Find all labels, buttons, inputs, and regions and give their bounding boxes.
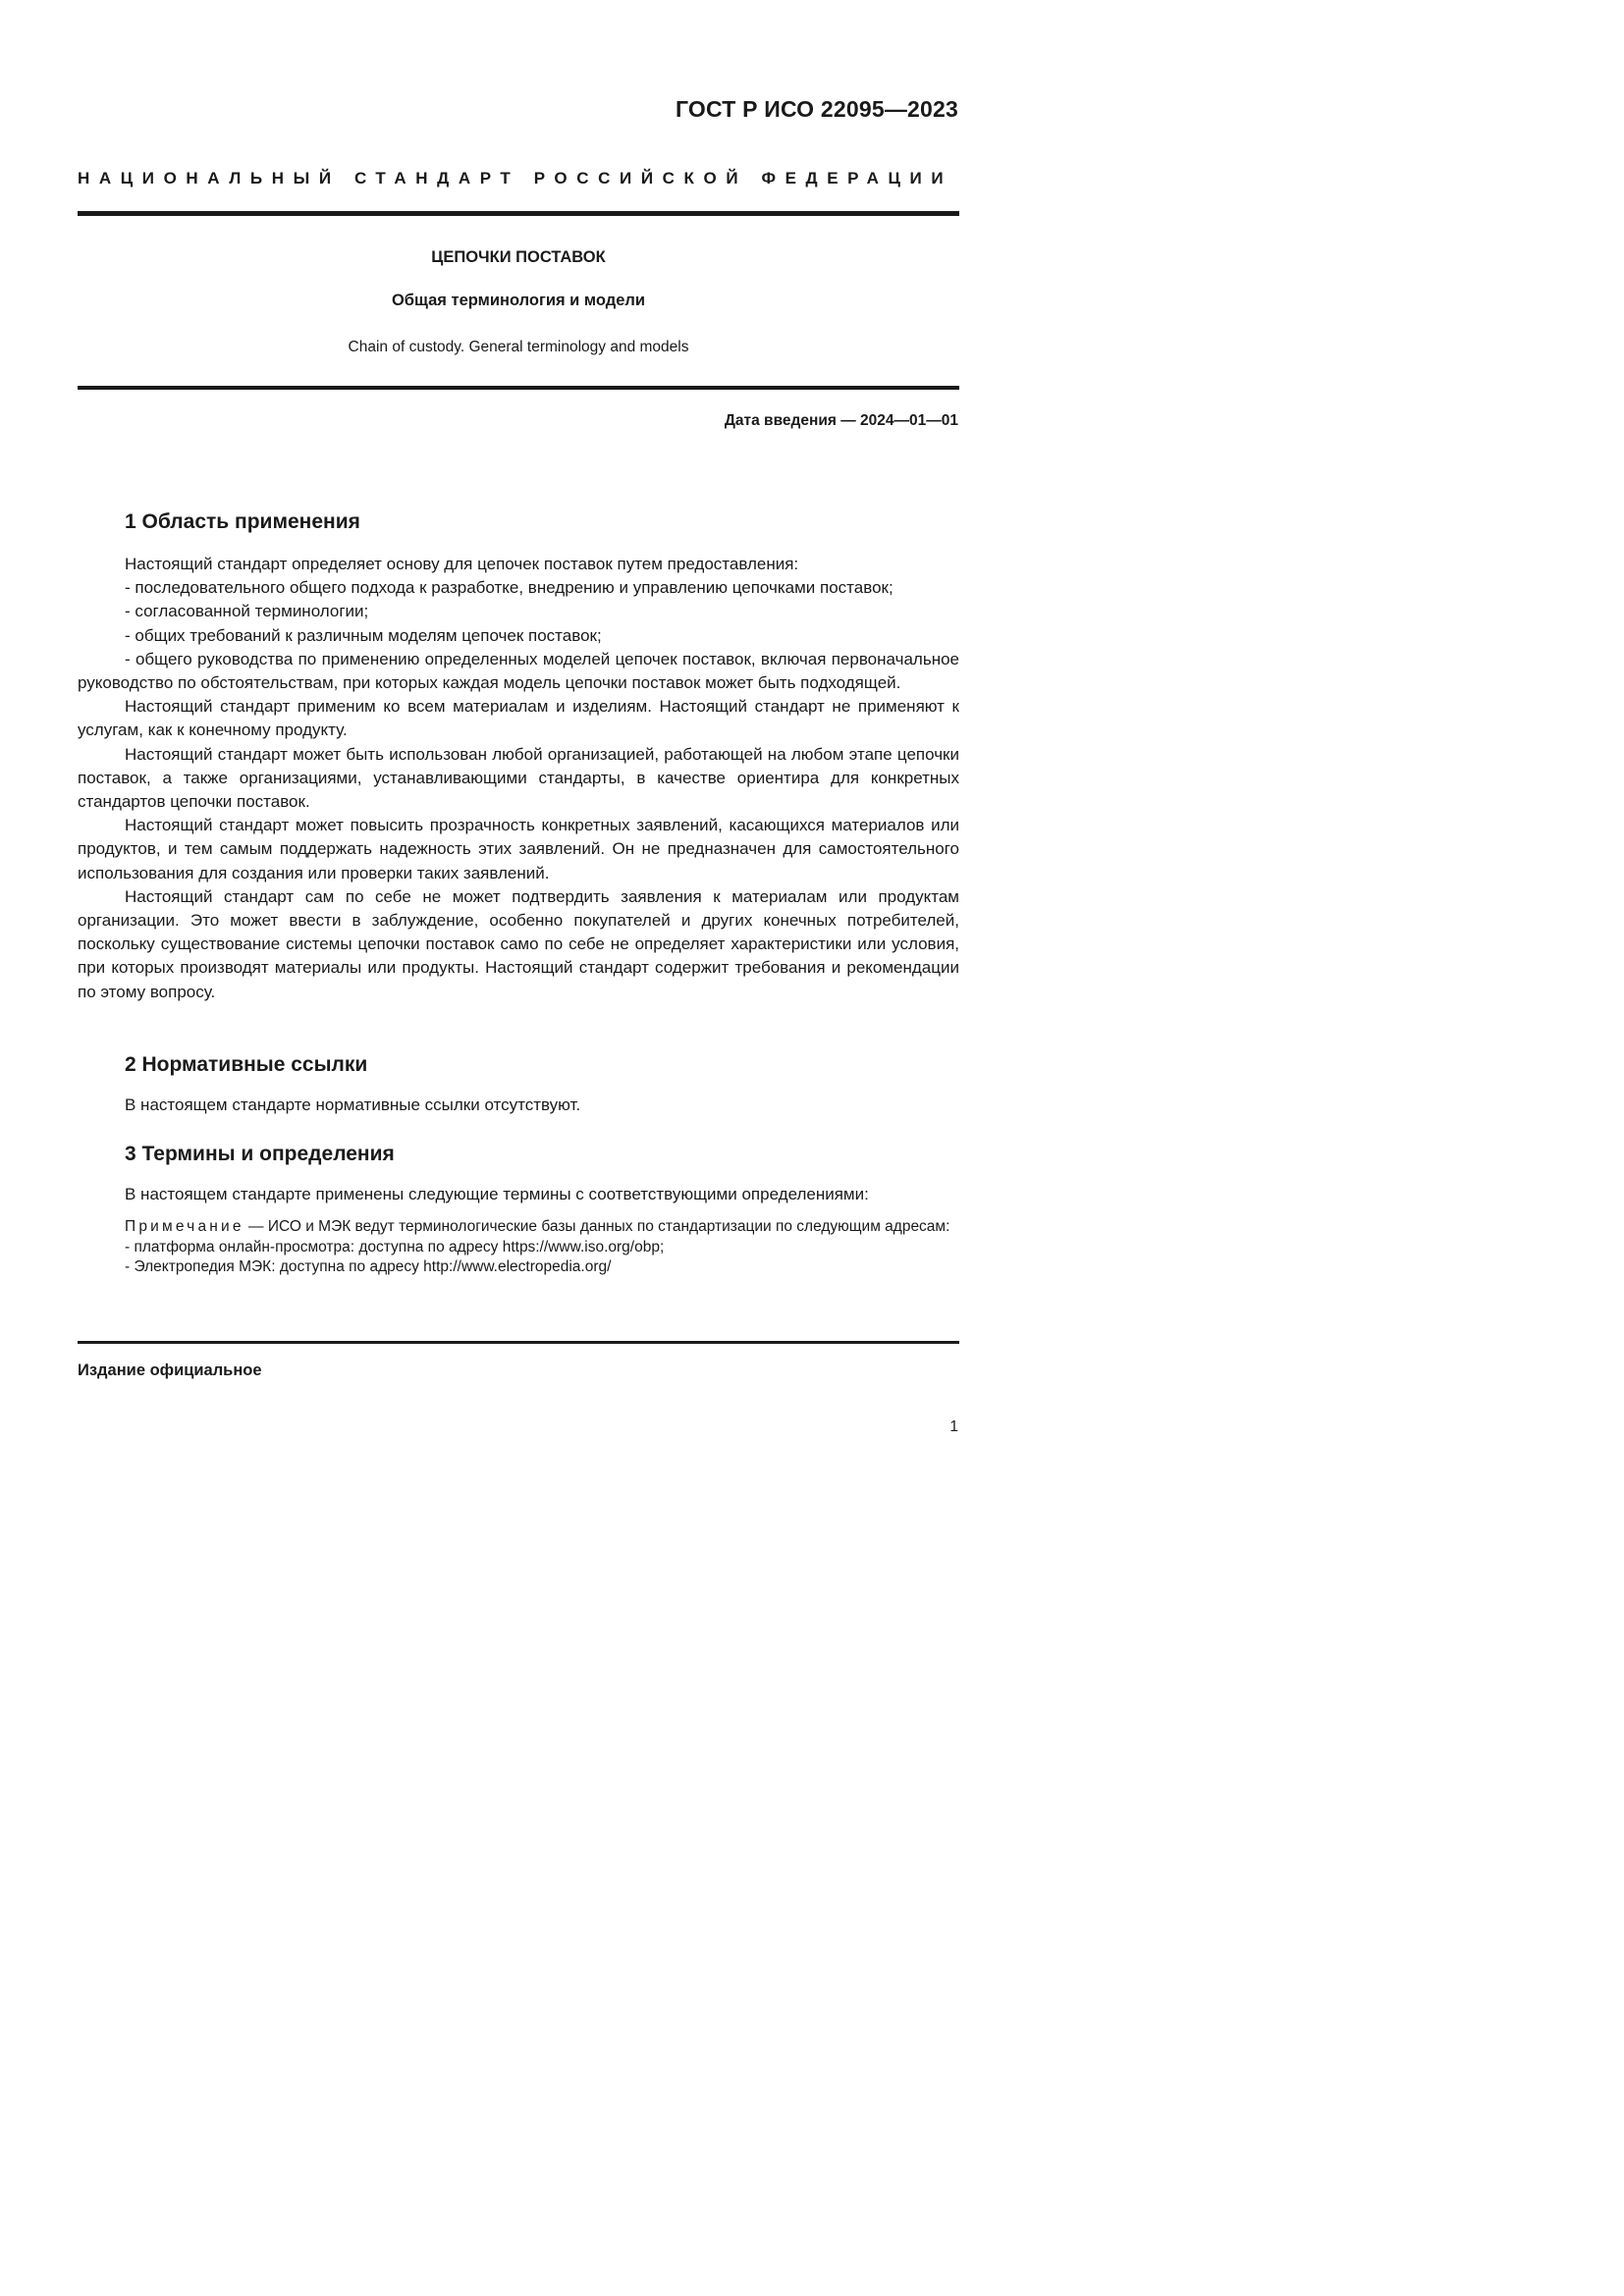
document-title: ЦЕПОЧКИ ПОСТАВОК (431, 248, 606, 266)
paragraph: Настоящий стандарт может повысить прозрачность конкретных заявлений, касающихся материалов или продуктов, и тем самым поддержать надежность этих заявлений. Он не предназначен для самостоятельного использования для создания или проверки таких заявлений. (78, 816, 959, 882)
list-item: - общих требований к различным моделям цепочек поставок; (125, 625, 602, 645)
national-standard-banner: НАЦИОНАЛЬНЫЙ СТАНДАРТ РОССИЙСКОЙ ФЕДЕРАЦИИ (78, 169, 953, 187)
section-heading-scope: 1 Область применения (125, 510, 360, 533)
section-body-normative-references (78, 1094, 959, 1117)
list-item: - согласованной терминологии; (125, 602, 369, 621)
paragraph: Настоящий стандарт сам по себе не может подтвердить заявления к материалам или продуктам организации. Это может ввести в заблуждение, особенно покупателей и других конечных потребителей, поскольку существование системы цепочки поставок само по себе не определяет характеристики или условия, при которых производят материалы или продукты. Настоящий стандарт содержит требования и рекомендации по этому вопросу. (78, 886, 959, 1001)
page-number: 1 (949, 1418, 958, 1435)
section-body-terms (78, 1183, 959, 1206)
footer-divider (78, 1341, 959, 1344)
top-divider (78, 211, 959, 216)
document-number: ГОСТ Р ИСО 22095—2023 (675, 96, 958, 122)
section-heading-terms: 3 Термины и определения (125, 1143, 395, 1165)
paragraph: Настоящий стандарт применим ко всем материалам и изделиям. Настоящий стандарт не применяют к услугам, как к конечному продукту. (78, 697, 959, 740)
title-divider (78, 386, 959, 390)
note-label: Примечание (125, 1218, 244, 1235)
list-item: - последовательного общего подхода к разработке, внедрению и управлению цепочками поставок; (125, 578, 893, 598)
paragraph: В настоящем стандарте применены следующие термины с соответствующими определениями: (125, 1185, 869, 1203)
document-title-english: Chain of custody. General terminology and models (348, 339, 689, 355)
introduction-date: Дата введения — 2024—01—01 (724, 412, 958, 429)
official-edition-label: Издание официальное (78, 1362, 262, 1379)
paragraph: В настоящем стандарте нормативные ссылки отсутствуют. (125, 1095, 581, 1114)
section-heading-normative-references: 2 Нормативные ссылки (125, 1053, 368, 1076)
paragraph: Настоящий стандарт может быть использован любой организацией, работающей на любом этапе цепочки поставок, а также организациями, устанавливающими стандарты, в качестве ориентира для конкретных стандартов цепочки поставок. (78, 744, 959, 812)
note-item: - Электропедия МЭК: доступна по адресу http://www.electropedia.org/ (125, 1258, 612, 1275)
terminology-note (78, 1217, 959, 1278)
note-text (78, 1217, 959, 1238)
note-body: — ИСО и МЭК ведут терминологические базы данных по стандартизации по следующим адресам: (244, 1218, 950, 1235)
paragraph: Настоящий стандарт определяет основу для цепочек поставок путем предоставления: (125, 555, 799, 573)
list-item: - общего руководства по применению определенных моделей цепочек поставок, включая первоначальное руководство по обстоятельствам, при которых каждая модель цепочки поставок может быть подходящей. (78, 649, 959, 693)
document-subtitle: Общая терминология и модели (391, 292, 646, 309)
note-item: - платформа онлайн-просмотра: доступна по адресу https://www.iso.org/obp; (125, 1238, 665, 1255)
section-body-scope (78, 553, 959, 1004)
